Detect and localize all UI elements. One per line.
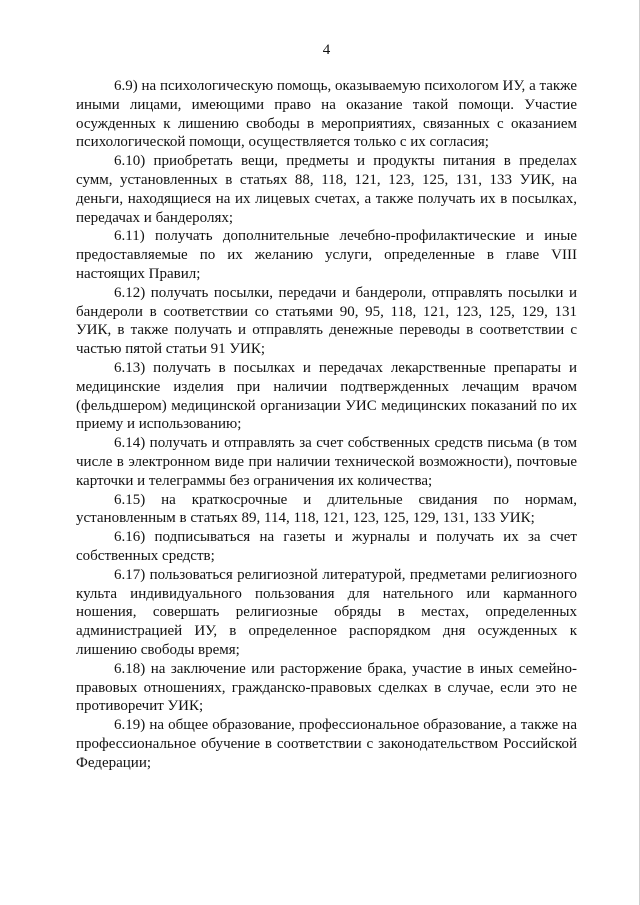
paragraph-6-19: 6.19) на общее образование, профессиональное образование, а также на профессиональное обучение в соответствии с законодательством Российской Федерации; bbox=[76, 717, 577, 771]
paragraph-6-15: 6.15) на краткосрочные и длительные свидания по нормам, установленным в статьях 89, 114, 118, 121, 123, 125, 129, 131, 133 УИК; bbox=[76, 491, 577, 527]
page-number: 4 bbox=[322, 42, 331, 58]
paragraph-6-18: 6.18) на заключение или расторжение брака, участие в иных семейно-правовых отношениях, гражданско-правовых сделках в случае, если это не противоречит УИК; bbox=[76, 660, 577, 715]
paragraph-6-16: 6.16) подписываться на газеты и журналы и получать их за счет собственных средств; bbox=[76, 529, 577, 564]
paragraph-6-11: 6.11) получать дополнительные лечебно-профилактические и иные предоставляемые по их желанию услуги, определенные в главе VIII настоящих Правил; bbox=[76, 228, 577, 282]
paragraph-6-12: 6.12) получать посылки, передачи и бандероли, отправлять посылки и бандероли в соответствии со статьями 90, 95, 118, 121, 123, 125, 129, 131 УИК, в также получать и отправлять денежные переводы в соответствии с частью пятой статьи 91 УИК; bbox=[76, 284, 577, 358]
paragraph-6-14: 6.14) получать и отправлять за счет собственных средств письма (в том числе в электронном виде при наличии технической возможности), почтовые карточки и телеграммы без ограничения их количества; bbox=[76, 435, 577, 489]
paragraph-6-13: 6.13) получать в посылках и передачах лекарственные препараты и медицинские изделия при наличии подтвержденных лечащим врачом (фельдшером) медицинской организации УИС медицинских показаний по их приему и использованию; bbox=[76, 359, 577, 433]
paragraph-6-17: 6.17) пользоваться религиозной литературой, предметами религиозного культа индивидуального пользования для нательного или карманного ношения, совершать религиозные обряды в местах, определенных администрацией ИУ, в определенное распорядком дня осужденных к лишению свободы время; bbox=[76, 566, 577, 658]
paragraph-6-10: 6.10) приобретать вещи, предметы и продукты питания в пределах сумм, установленных в статьях 88, 118, 121, 123, 125, 131, 133 УИК, на деньги, находящиеся на их лицевых счетах, а также получать их в посылках, передачах и бандеролях; bbox=[76, 153, 577, 226]
paragraph-6-9: 6.9) на психологическую помощь, оказываемую психологом ИУ, а также иными лицами, имеющими право на оказание такой помощи. Участие осужденных к лишению свободы в мероприятиях, связанных с оказанием психологической помощи, осуществляется только с их согласия; bbox=[76, 78, 577, 151]
document-body bbox=[76, 77, 577, 772]
